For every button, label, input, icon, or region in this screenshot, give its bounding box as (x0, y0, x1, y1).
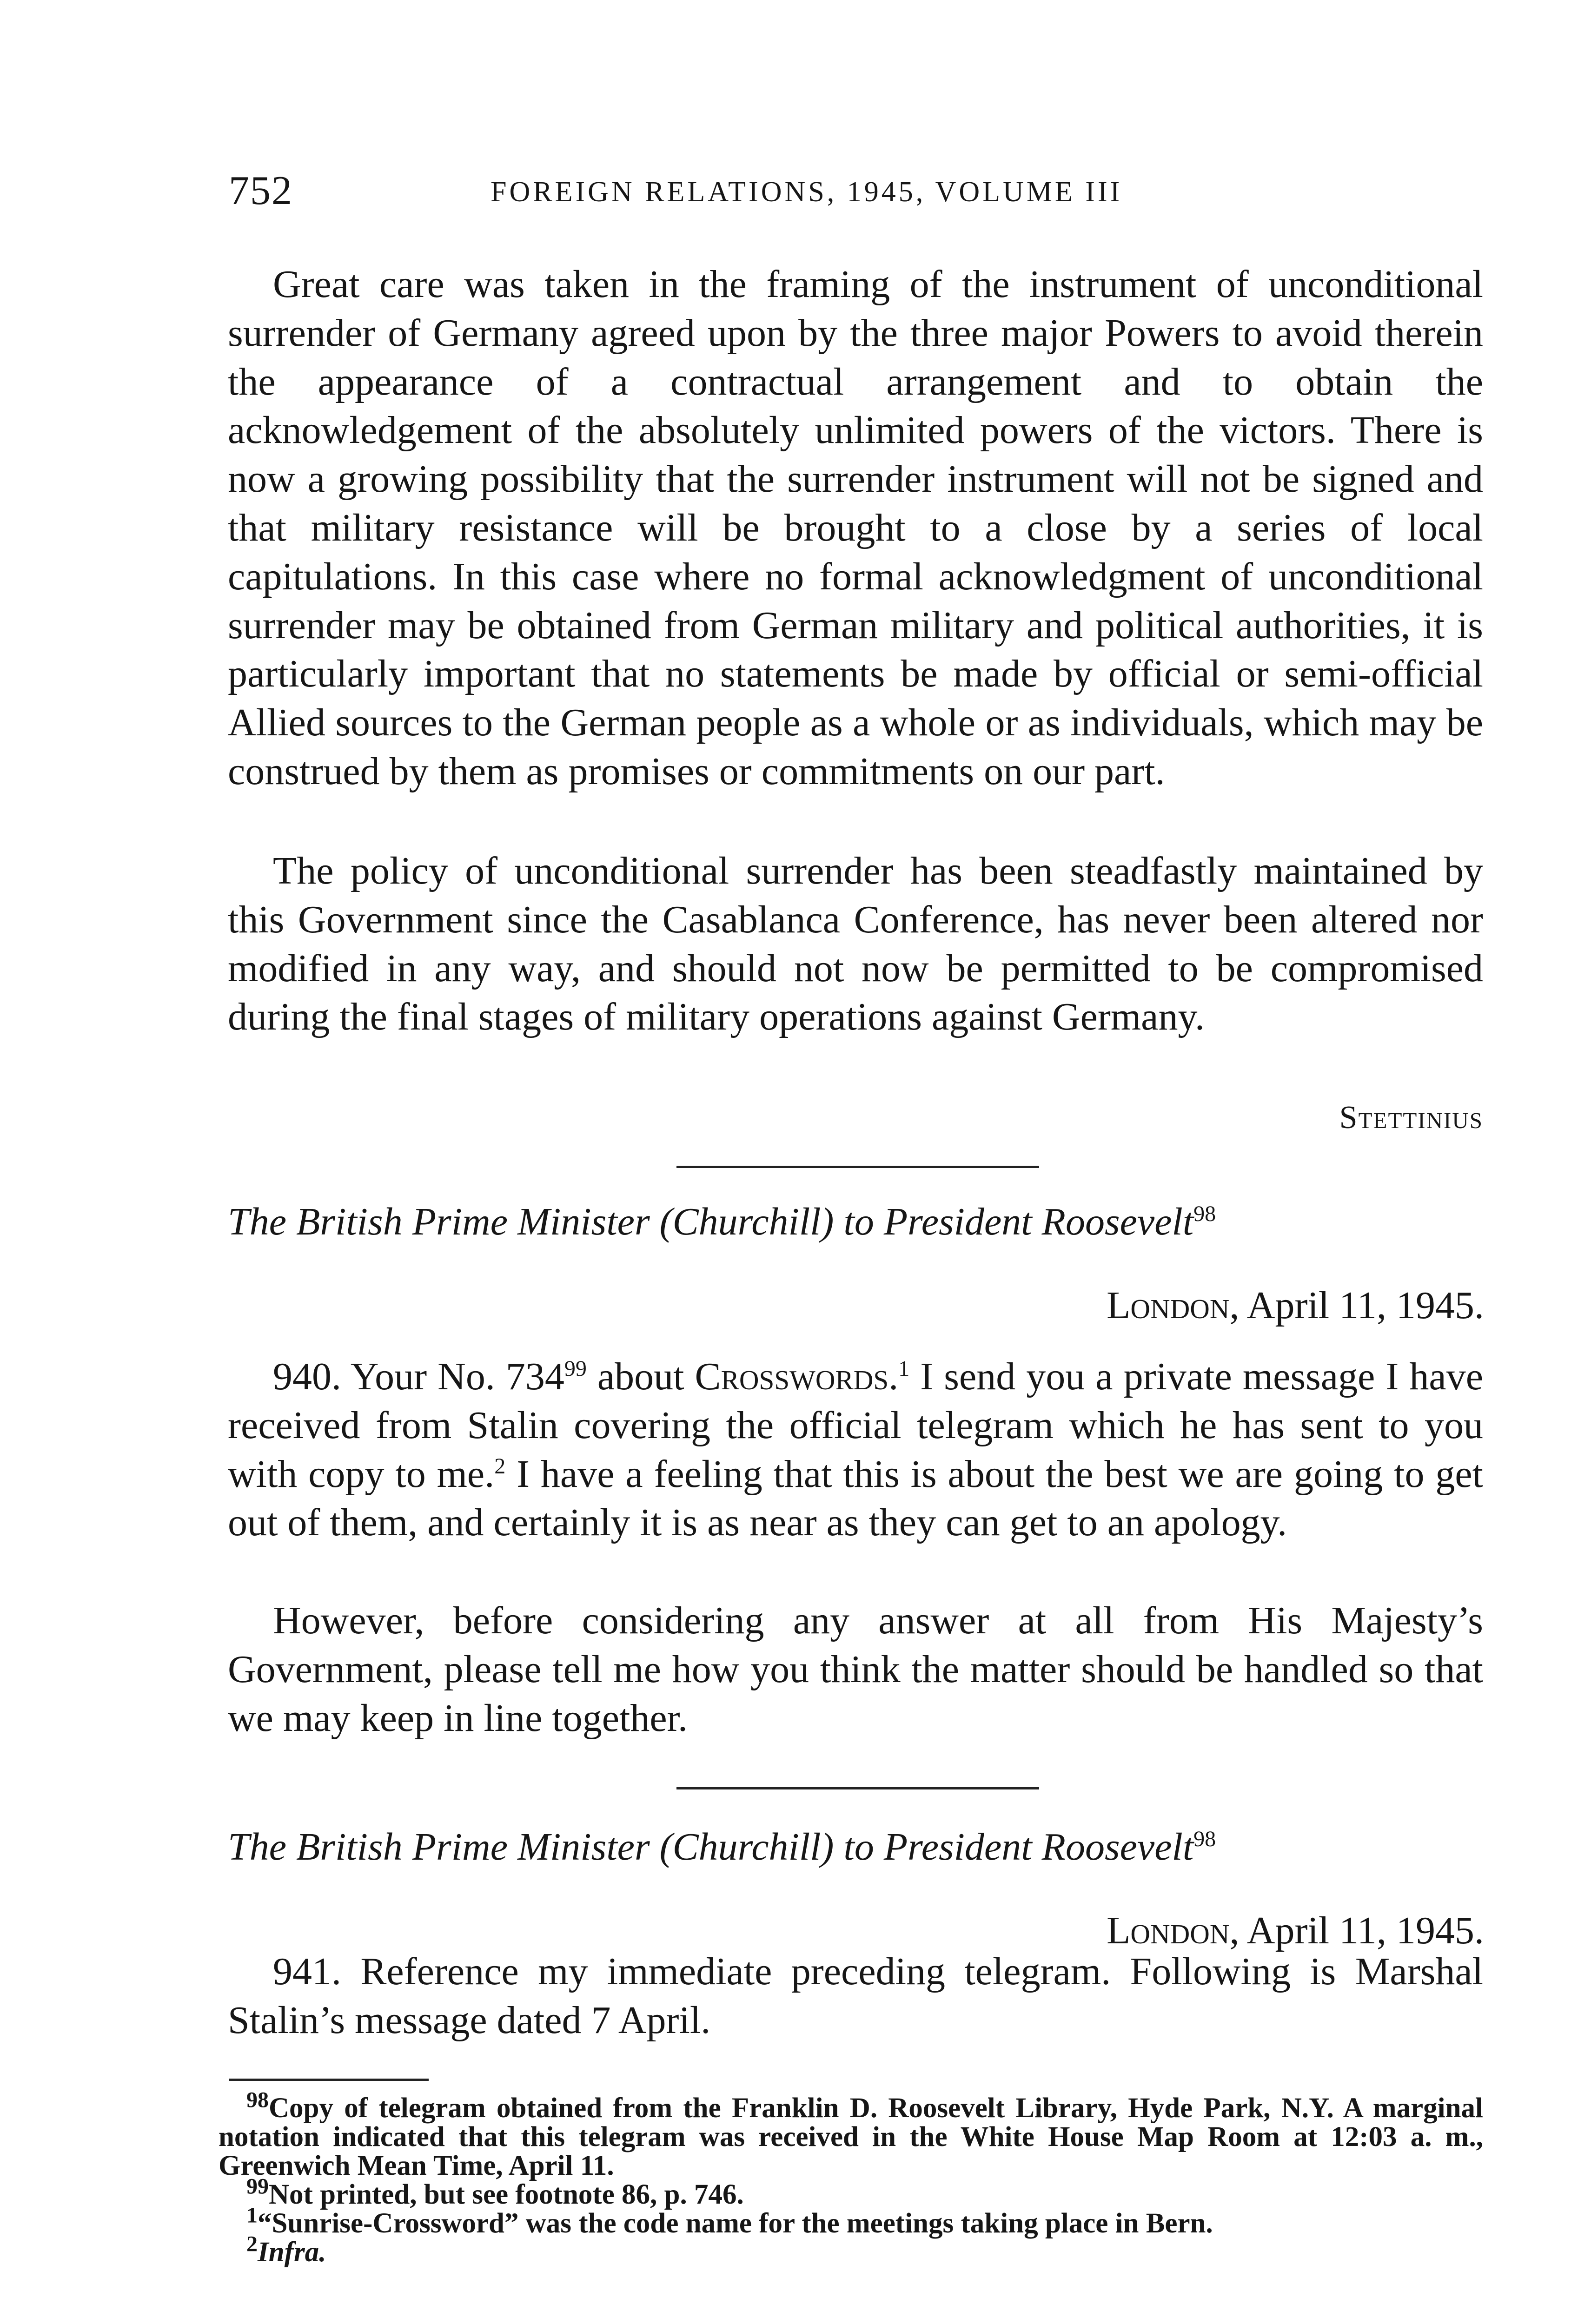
dateline-date: , April 11, 1945. (1229, 1909, 1484, 1952)
section-divider (676, 1787, 1039, 1789)
text-segment: Your No. 734 (341, 1355, 564, 1398)
dateline (1107, 1283, 1484, 1328)
footnote-ref: 1 (898, 1356, 910, 1381)
dateline (1107, 1908, 1484, 1953)
footnote-ref: 98 (1193, 1827, 1216, 1851)
body-paragraph: The policy of unconditional surrender has been steadfastly maintained by this Government since the Casablanca Conference, has never been altered nor modified in any way, and should not now be permitted to be compromised during the final stages of military operations against Germany. (228, 849, 1483, 1039)
footnote-mark: 98 (246, 2087, 269, 2113)
footnote (219, 2203, 1483, 2239)
footnote (219, 2174, 1483, 2210)
body-paragraph (228, 1353, 1483, 1547)
text-segment: I send you a private message I have received from Stalin covering the official telegram which he has sent to you with copy to me. (228, 1355, 1483, 1496)
footnote-ref: 2 (494, 1453, 506, 1479)
heading-text: The British Prime Minister (Churchill) to President Roosevelt (228, 1200, 1194, 1243)
document-heading (228, 1199, 1216, 1244)
footnote-mark: 1 (246, 2203, 258, 2228)
footnote (219, 2087, 1483, 2181)
heading-text: The British Prime Minister (Churchill) to President Roosevelt (228, 1825, 1194, 1868)
body-paragraph: 941. Reference my immediate preceding telegram. Following is Marshal Stalin’s message dated 7 April. (228, 1950, 1483, 2042)
footnotes (219, 2087, 1483, 2268)
page-header (0, 167, 1571, 218)
footnote-text: Infra. (258, 2237, 326, 2268)
dateline-place: London (1107, 1909, 1230, 1952)
text-segment: I have a feeling that this is about the best we are going to get out of them, and certainly it is as near as they can get to an apology. (228, 1452, 1483, 1545)
code-word: Crosswords (695, 1355, 889, 1398)
body-paragraph: However, before considering any answer at all from His Majesty’s Government, please tell me how you think the matter should be handled so that we may keep in line together. (228, 1599, 1483, 1740)
document-heading (228, 1824, 1216, 1869)
footnote-text: Not printed, but see footnote 86, p. 746. (269, 2179, 744, 2210)
footnote-text: Copy of telegram obtained from the Franklin D. Roosevelt Library, Hyde Park, N.Y. A marginal notation indicated that this telegram was received in the White House Map Room at 12:03 a. m., Greenwich Mean Time, April 11. (219, 2093, 1483, 2181)
text-segment: about (586, 1355, 695, 1398)
footnote-ref: 98 (1193, 1202, 1216, 1226)
body-paragraph: Great care was taken in the framing of the instrument of unconditional surrender of Germany agreed upon by the three major Powers to avoid therein the appearance of a contractual arrangement and to obtain the acknowledgement of the absolutely unlimited powers of the victors. There is now a growing possibility that the surrender instrument will not be signed and that military resistance will be brought to a close by a series of local capitulations. In this case where no formal acknowledgment of unconditional surrender may be obtained from German military and political authorities, it is particularly important that no statements be made by official or semi-official Allied sources to the German people as a whole or as individuals, which may be construed by them as promises or commitments on our part. (228, 263, 1483, 793)
footnote-mark: 2 (246, 2232, 258, 2257)
footnote-divider (229, 2079, 429, 2081)
page-number: 752 (229, 168, 293, 213)
dateline-place: London (1107, 1284, 1230, 1327)
footnote-mark: 99 (246, 2174, 269, 2199)
footnote-ref: 99 (564, 1356, 587, 1381)
section-divider (676, 1166, 1039, 1168)
text-segment: . (888, 1355, 899, 1398)
message-number: 940. (273, 1355, 341, 1398)
running-head: FOREIGN RELATIONS, 1945, VOLUME III (491, 176, 1123, 208)
signature: Stettinius (1339, 1100, 1483, 1136)
dateline-date: , April 11, 1945. (1229, 1284, 1484, 1327)
footnote (219, 2232, 1483, 2268)
footnote-text: “Sunrise-Crossword” was the code name for the meetings taking place in Bern. (258, 2208, 1213, 2239)
